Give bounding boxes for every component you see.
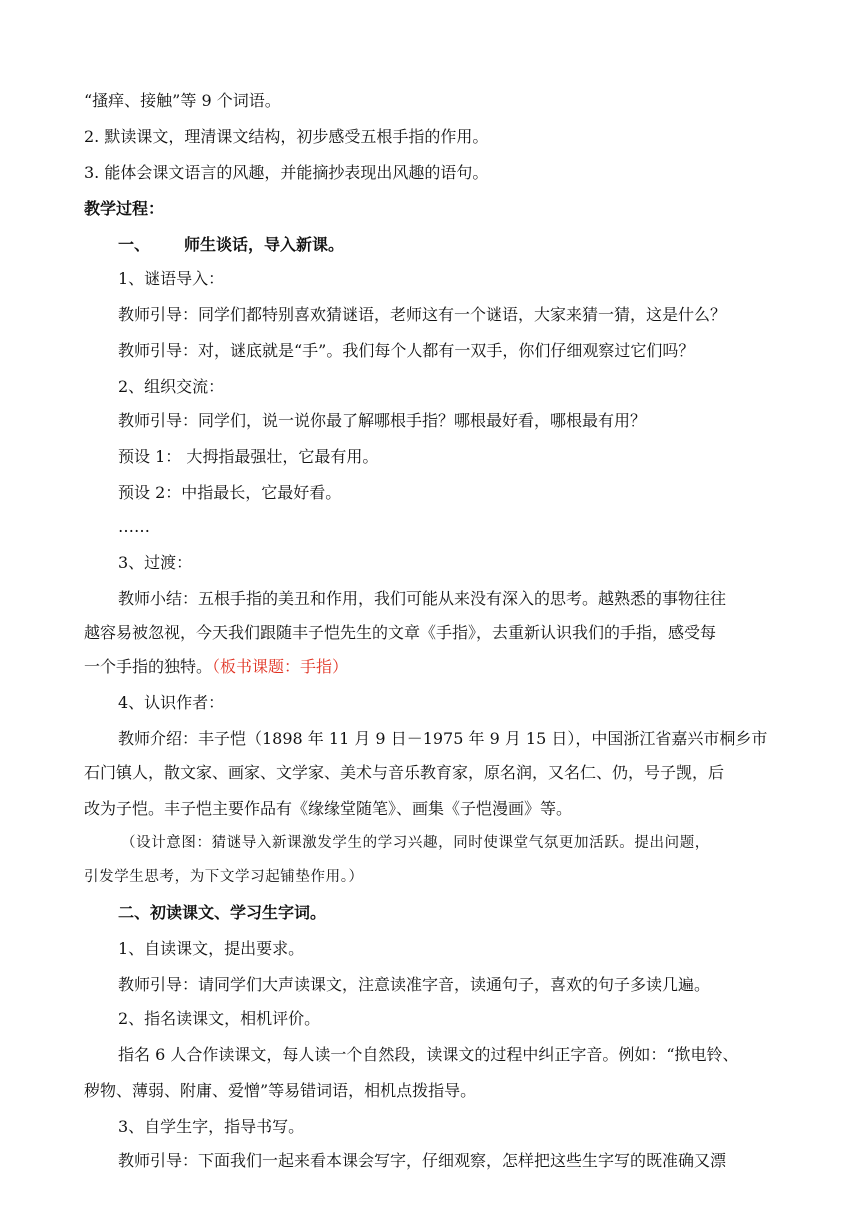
paragraph-line: 改为子恺。丰子恺主要作品有《缘缘堂随笔》、画集《子恺漫画》等。 <box>84 799 573 818</box>
subheading-author: 4、认识作者： <box>118 693 225 712</box>
objective-2: 2. 默读课文，理清课文结构，初步感受五根手指的作用。 <box>84 127 489 146</box>
subheading-self-study: 3、自学生字，指导书写。 <box>118 1117 305 1136</box>
subheading-discussion: 2、组织交流： <box>118 377 225 396</box>
section-heading-2: 二、初读课文、学习生字词。 <box>118 903 327 922</box>
ellipsis-line: …… <box>118 517 150 536</box>
paragraph-line: 教师引导：请同学们大声读课文，注意读准字音，读通句子，喜欢的句子多读几遍。 <box>118 975 711 994</box>
design-intent-note: 引发学生思考，为下文学习起铺垫作用。） <box>84 869 364 885</box>
paragraph-line <box>84 656 784 678</box>
paragraph-line: 石门镇人，散文家、画家、文学家、美术与音乐教育家，原名润，又名仁、仍，号子觊，后 <box>84 763 725 782</box>
section-heading-teaching-process: 教学过程： <box>84 199 165 218</box>
paragraph-line: 越容易被忽视，今天我们跟随丰子恺先生的文章《手指》，去重新认识我们的手指，感受每 <box>84 623 717 642</box>
paragraph-line: 教师引导：下面我们一起来看本课会写字，仔细观察，怎样把这些生字写的既准确又漂 <box>118 1151 727 1170</box>
paragraph-text: 一个手指的独特。 <box>84 657 213 676</box>
paragraph-line: 秽物、薄弱、附庸、爱憎”等易错词语，相机点拨指导。 <box>84 1081 477 1100</box>
paragraph-line: 教师介绍：丰子恺（1898 年 11 月 9 日－1975 年 9 月 15 日），中国浙江省嘉兴市桐乡市 <box>118 729 768 748</box>
heading-number: 一、 <box>118 235 151 254</box>
paragraph-line: 预设 1： 大拇指最强壮，它最有用。 <box>118 447 379 466</box>
paragraph-line: 教师引导：同学们都特别喜欢猜谜语，老师这有一个谜语，大家来猜一猜，这是什么？ <box>118 305 727 324</box>
paragraph-line: 指名 6 人合作读课文，每人读一个自然段，读课文的过程中纠正字音。例如：“揿电铃、 <box>118 1045 739 1064</box>
board-note: （板书课题：手指） <box>212 657 349 676</box>
subheading-named-reading: 2、指名读课文，相机评价。 <box>118 1009 321 1028</box>
heading-text: 师生谈话，导入新课。 <box>184 235 345 254</box>
subheading-transition: 3、过渡： <box>118 553 193 572</box>
subheading-self-read: 1、自读课文，提出要求。 <box>118 939 305 958</box>
subheading-riddle: 1、谜语导入： <box>118 269 225 288</box>
paragraph-line: “搔痒、接触”等 9 个词语。 <box>84 91 281 110</box>
paragraph-line: 教师引导：同学们，说一说你最了解哪根手指？哪根最好看，哪根最有用？ <box>118 411 647 430</box>
section-heading-1 <box>118 234 818 256</box>
paragraph-line: 预设 2：中指最长，它最好看。 <box>118 483 342 502</box>
objective-3: 3. 能体会课文语言的风趣，并能摘抄表现出风趣的语句。 <box>84 163 489 182</box>
paragraph-line: 教师小结：五根手指的美丑和作用，我们可能从来没有深入的思考。越熟悉的事物往往 <box>118 589 727 608</box>
paragraph-line: 教师引导：对，谜底就是“手”。我们每个人都有一双手，你们仔细观察过它们吗？ <box>118 341 695 360</box>
design-intent-note: （设计意图：猜谜导入新课激发学生的学习兴趣，同时使课堂气氛更加活跃。提出问题， <box>121 835 710 851</box>
